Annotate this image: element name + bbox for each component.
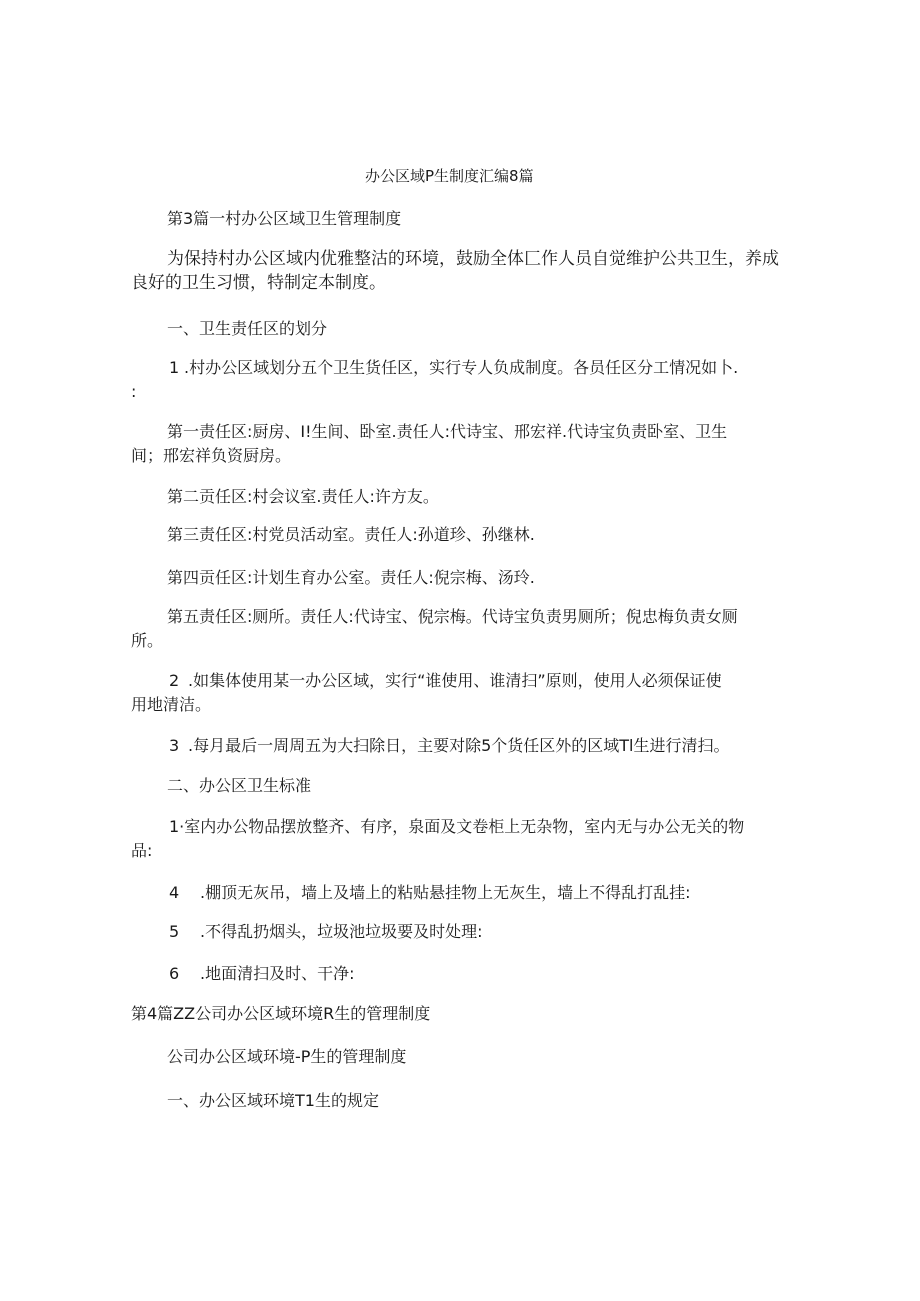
zone3: 第三责任区:村党员活动室。责任人:孙道珍、孙继林. bbox=[167, 525, 535, 544]
zone2: 第二贡任区:村会议室.责任人:许方友。 bbox=[167, 487, 439, 506]
item1-line2: : bbox=[131, 382, 137, 401]
standard4-text: .棚顶无灰吊，墙上及墙上的粘贴悬挂物上无灰生，墙上不得乱打乱挂: bbox=[200, 883, 691, 902]
item3-number: 3 bbox=[169, 736, 180, 755]
part3-intro-line2: 良好的卫生习惯，特制定本制度。 bbox=[131, 273, 386, 293]
item2-number: 2 bbox=[169, 671, 180, 690]
standard1-line2: 品: bbox=[131, 841, 153, 860]
item2-line1: .如集体使用某一办公区域，实行“谁使用、谁清扫”原则，使用人必须保证使 bbox=[188, 671, 722, 690]
part4-section1-heading: 一、办公区域环境T1生的规定 bbox=[167, 1091, 379, 1110]
part4-subtitle: 公司办公区域环境-P生的管理制度 bbox=[167, 1047, 407, 1066]
item1-line1: .村办公区域划分五个卫生货任区，实行专人负成制度。各员任区分工情况如卜. bbox=[184, 358, 739, 377]
section1-heading: 一、卫生责任区的划分 bbox=[167, 319, 328, 338]
standard6-number: 6 bbox=[169, 964, 180, 983]
zone5-line2: 所。 bbox=[131, 631, 164, 650]
item3-line1: .每月最后一周周五为大扫除日，主要对除5个货任区外的区域Tl生进行清扫。 bbox=[188, 736, 730, 755]
document-title: 办公区域P生制度汇编8篇 bbox=[365, 167, 534, 185]
zone4: 第四贡任区:计划生育办公室。责任人:倪宗梅、汤玲. bbox=[167, 568, 535, 587]
zone1-line2: 间；邢宏祥负资厨房。 bbox=[131, 446, 292, 465]
part3-intro-line1: 为保持村办公区域内优雅整沽的环境，鼓励全体匚作人员自觉维护公共卫生，养成 bbox=[167, 249, 779, 269]
zone1-line1: 第一责任区:厨房、I!生间、卧室.责任人:代诗宝、邢宏祥.代诗宝负责卧室、卫生 bbox=[167, 422, 728, 441]
part4-heading: 第4篇ZZ公司办公区域环境R生的管理制度 bbox=[131, 1004, 431, 1023]
part3-heading: 第3篇一村办公区域卫生管理制度 bbox=[167, 209, 402, 228]
standard5-number: 5 bbox=[169, 922, 180, 941]
standard1-line1: 1·室内办公物品摆放整齐、有序，泉面及文卷柜上无杂物，室内无与办公无关的物 bbox=[169, 817, 745, 836]
standard5-text: .不得乱扔烟头，垃圾池垃圾要及时处理: bbox=[200, 922, 483, 941]
standard6-text: .地面清扫及时、干净: bbox=[200, 964, 355, 983]
zone5-line1: 第五责任区:厕所。责任人:代诗宝、倪宗梅。代诗宝负责男厕所；倪忠梅负责女厕 bbox=[167, 607, 738, 626]
standard4-number: 4 bbox=[169, 883, 180, 902]
item1-number: 1 bbox=[169, 358, 180, 377]
item2-line2: 用地清洁。 bbox=[131, 695, 212, 714]
section2-heading: 二、办公区卫生标准 bbox=[167, 776, 312, 795]
